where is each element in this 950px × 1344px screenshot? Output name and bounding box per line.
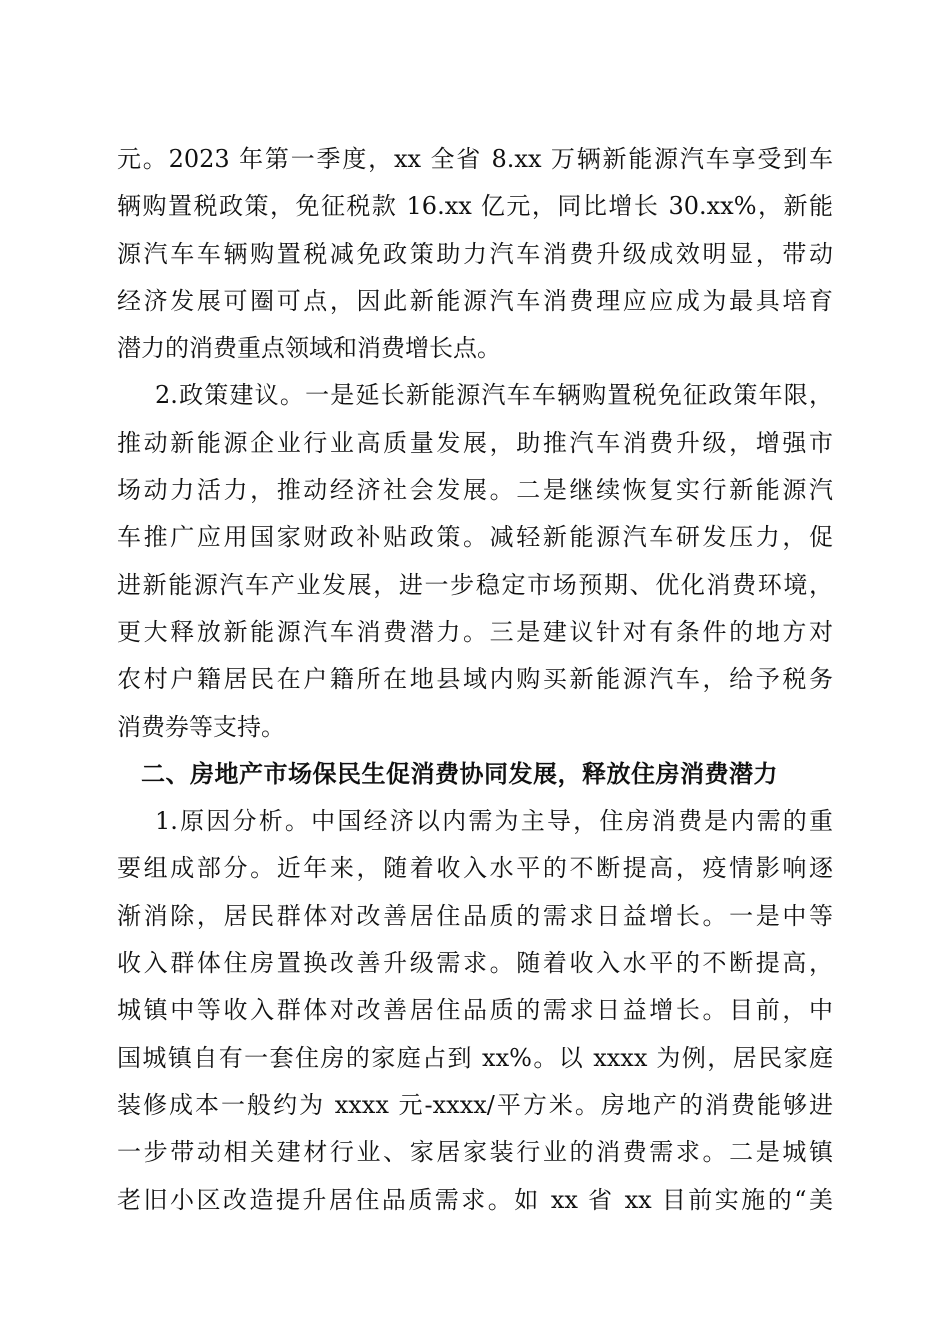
paragraph-line: 一步带动相关建材行业、家居家装行业的消费需求。二是城镇 bbox=[117, 1138, 833, 1167]
paragraph-line: 老旧小区改造提升居住品质需求。如 xx 省 xx 目前实施的“美 bbox=[117, 1185, 833, 1214]
paragraph-line: 源汽车车辆购置税减免政策助力汽车消费升级成效明显，带动 bbox=[117, 239, 833, 268]
paragraph-line: 1.原因分析。中国经济以内需为主导，住房消费是内需的重 bbox=[155, 807, 833, 836]
paragraph-line: 要组成部分。近年来，随着收入水平的不断提高，疫情影响逐 bbox=[117, 854, 833, 883]
paragraph-line: 经济发展可圈可点，因此新能源汽车消费理应应成为最具培育 bbox=[117, 286, 833, 315]
document-body bbox=[117, 136, 833, 1224]
paragraph-line: 更大释放新能源汽车消费潜力。三是建议针对有条件的地方对 bbox=[117, 617, 833, 646]
paragraph-line: 进新能源汽车产业发展，进一步稳定市场预期、优化消费环境， bbox=[117, 570, 833, 599]
paragraph-line: 渐消除，居民群体对改善居住品质的需求日益增长。一是中等 bbox=[117, 901, 833, 930]
paragraph-line: 场动力活力，推动经济社会发展。二是继续恢复实行新能源汽 bbox=[117, 476, 833, 505]
paragraph-line: 推动新能源企业行业高质量发展，助推汽车消费升级，增强市 bbox=[117, 428, 833, 457]
paragraph-line: 装修成本一般约为 xxxx 元-xxxx/平方米。房地产的消费能够进 bbox=[117, 1090, 833, 1119]
paragraph-line: 车推广应用国家财政补贴政策。减轻新能源汽车研发压力，促 bbox=[117, 523, 833, 552]
paragraph-line: 城镇中等收入群体对改善居住品质的需求日益增长。目前，中 bbox=[117, 996, 833, 1025]
paragraph-line: 农村户籍居民在户籍所在地县域内购买新能源汽车，给予税务 bbox=[117, 665, 833, 694]
paragraph-line: 国城镇自有一套住房的家庭占到 xx%。以 xxxx 为例，居民家庭 bbox=[117, 1043, 833, 1072]
paragraph-line: 辆购置税政策，免征税款 16.xx 亿元，同比增长 30.xx%，新能 bbox=[117, 192, 833, 221]
section-heading: 二、房地产市场保民生促消费协同发展，释放住房消费潜力 bbox=[141, 759, 778, 788]
paragraph-line: 消费券等支持。 bbox=[117, 712, 285, 741]
paragraph-line: 元。2023 年第一季度，xx 全省 8.xx 万辆新能源汽车享受到车 bbox=[117, 145, 833, 173]
paragraph-line: 收入群体住房置换改善升级需求。随着收入水平的不断提高， bbox=[117, 949, 833, 978]
paragraph-line: 2.政策建议。一是延长新能源汽车车辆购置税免征政策年限， bbox=[155, 381, 833, 410]
paragraph-line: 潜力的消费重点领域和消费增长点。 bbox=[117, 334, 501, 363]
